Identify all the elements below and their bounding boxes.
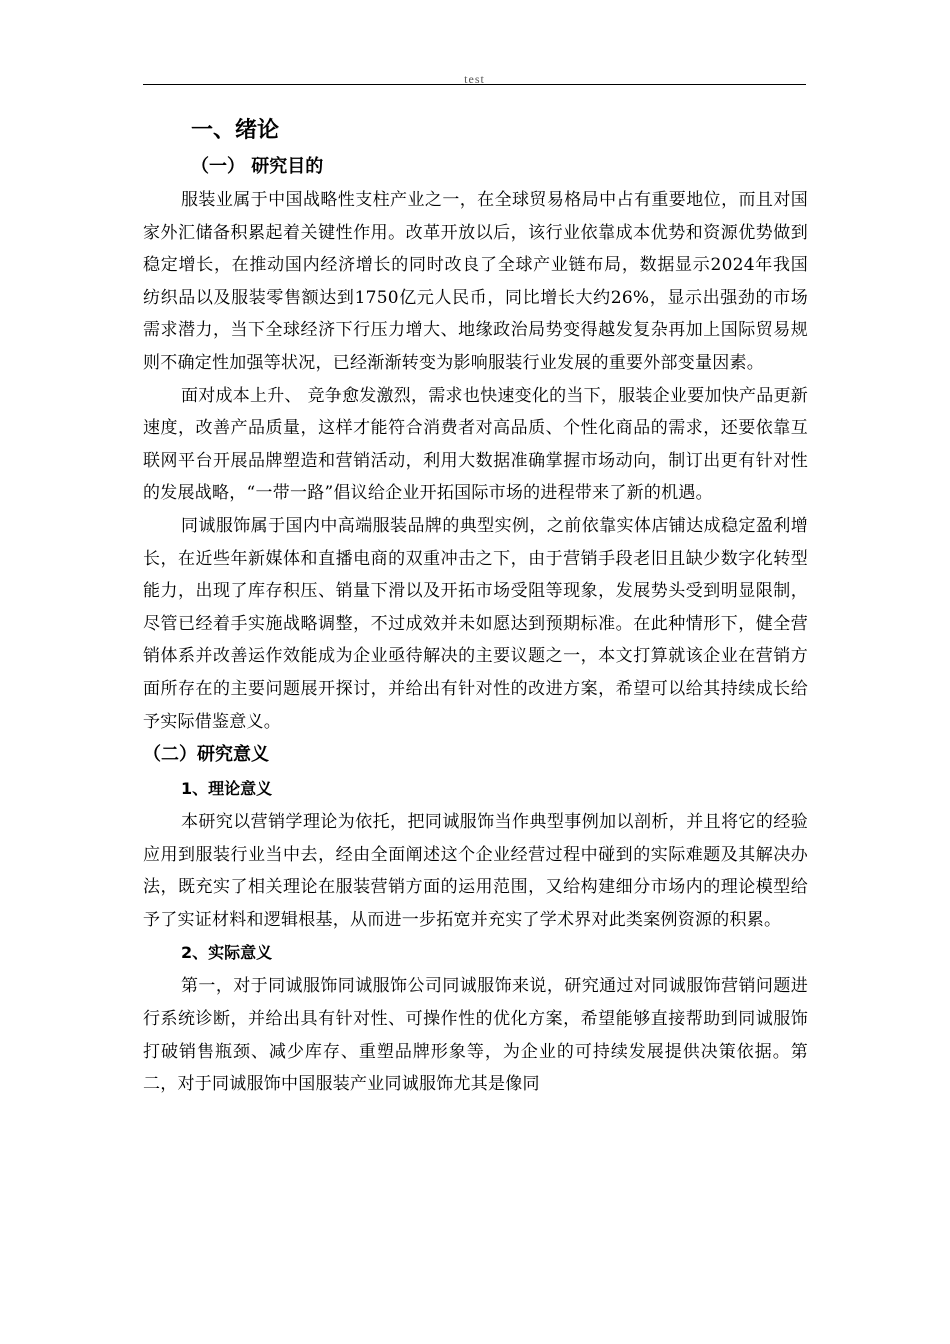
- paragraph-purpose-3: 同诚服饰属于国内中高端服装品牌的典型实例，之前依靠实体店铺达成稳定盈利增长，在近些年新媒体和直播电商的双重冲击之下，由于营销手段老旧且缺少数字化转型能力，出现了库存积压、销量下滑以及开拓市场受阻等现象，发展势头受到明显限制，尽管已经着手实施战略调整，不过成效并未如愿达到预期标准。在此种情形下，健全营销体系并改善运作效能成为企业亟待解决的主要议题之一，本文打算就该企业在营销方面所存在的主要问题展开探讨，并给出有针对性的改进方案，希望可以给其持续成长给予实际借鉴意义。: [143, 515, 808, 732]
- page-header: [143, 70, 806, 85]
- paragraph-purpose-2: 面对成本上升、 竞争愈发激烈，需求也快速变化的当下，服装企业要加快产品更新速度，改善产品质量，这样才能符合消费者对高品质、个性化商品的需求，还要依靠互联网平台开展品牌塑造和营销活动，利用大数据准确掌握市场动向，制订出更有针对性的发展战略，“一带一路”倡议给企业开拓国际市场的进程带来了新的机遇。: [143, 385, 808, 504]
- subsection-title-theoretical: 1、理论意义: [181, 779, 273, 799]
- section-title-research-significance: （二）研究意义: [143, 744, 269, 766]
- paragraph-practical: 第一，对于同诚服饰同诚服饰公司同诚服饰来说，研究通过对同诚服饰营销问题进行系统诊断，并给出具有针对性、可操作性的优化方案，希望能够直接帮助到同诚服饰打破销售瓶颈、减少库存、重塑品牌形象等，为企业的可持续发展提供决策依据。第二，对于同诚服饰中国服装产业同诚服饰尤其是像同: [143, 976, 808, 1095]
- paragraph-theoretical: 本研究以营销学理论为依托，把同诚服饰当作典型事例加以剖析，并且将它的经验应用到服装行业当中去，经由全面阐述这个企业经营过程中碰到的实际难题及其解决办法，既充实了相关理论在服装营销方面的运用范围，又给构建细分市场内的理论模型给予了实证材料和逻辑根基，从而进一步拓宽并充实了学术界对此类案例资源的积累。: [143, 812, 808, 930]
- subsection-title-practical: 2、实际意义: [181, 943, 273, 963]
- chapter-title: 一、绪论: [191, 118, 280, 143]
- running-title: test: [464, 72, 485, 86]
- paragraph-purpose-1: 服装业属于中国战略性支柱产业之一，在全球贸易格局中占有重要地位，而且对国家外汇储备积累起着关键性作用。改革开放以后，该行业依靠成本优势和资源优势做到稳定增长，在推动国内经济增长的同时改良了全球产业链布局，数据显示2024年我国纺织品以及服装零售额达到1750亿元人民币，同比增长大约26%，显示出强劲的市场需求潜力，当下全球经济下行压力增大、地缘政治局势变得越发复杂再加上国际贸易规则不确定性加强等状况，已经渐渐转变为影响服装行业发展的重要外部变量因素。: [143, 190, 808, 373]
- section-title-research-purpose: （一） 研究目的: [191, 156, 324, 177]
- document-body: [143, 112, 808, 1101]
